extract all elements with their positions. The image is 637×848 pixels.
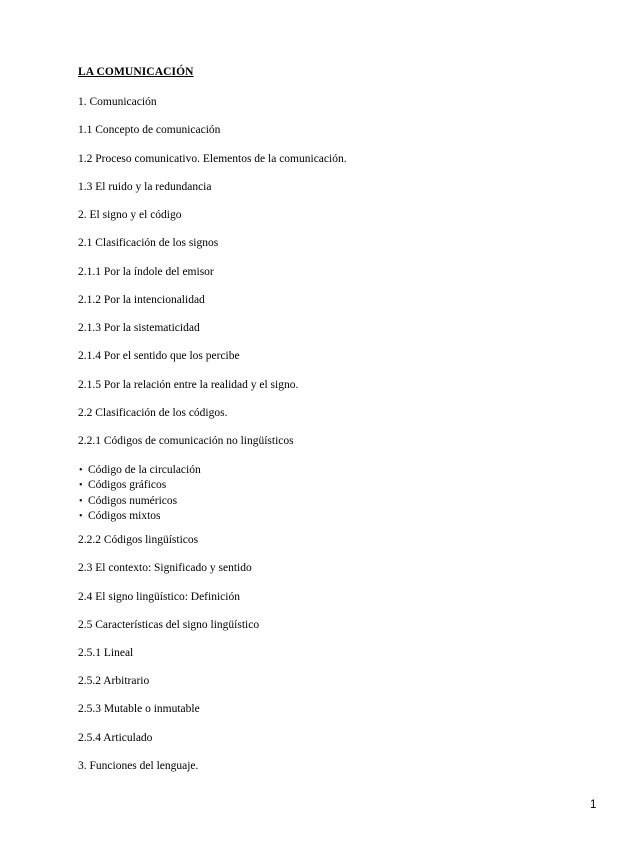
list-item-label: Códigos numéricos [88, 494, 178, 507]
list-item-label: Código de la circulación [88, 464, 201, 476]
outline-item-3: 3. Funciones del lenguaje. [78, 760, 199, 772]
bullet-icon: • [79, 510, 83, 522]
document-title: LA COMUNICACIÓN [78, 66, 194, 78]
outline-item-2-1-5: 2.1.5 Por la relación entre la realidad y el signo. [78, 379, 299, 391]
outline-item-2: 2. El signo y el código [78, 209, 182, 221]
outline-item-2-2: 2.2 Clasificación de los códigos. [78, 407, 228, 419]
outline-item-2-5-1: 2.5.1 Lineal [78, 647, 134, 659]
outline-item-2-5: 2.5 Características del signo lingüístico [78, 619, 260, 631]
outline-item-2-1: 2.1 Clasificación de los signos [78, 237, 219, 249]
outline-item-2-1-2: 2.1.2 Por la intencionalidad [78, 294, 205, 306]
page-number: 1 [590, 799, 597, 811]
list-item [79, 478, 201, 493]
outline-item-1-3: 1.3 El ruido y la redundancia [78, 181, 212, 193]
list-item [79, 509, 201, 524]
list-item-label: Códigos mixtos [88, 509, 161, 522]
outline-item-2-1-1: 2.1.1 Por la índole del emisor [78, 266, 214, 278]
bullet-icon: • [79, 465, 83, 476]
outline-item-2-2-1: 2.2.1 Códigos de comunicación no lingüísticos [78, 435, 294, 447]
outline-item-2-5-2: 2.5.2 Arbitrario [78, 675, 150, 687]
list-item [79, 494, 201, 509]
outline-item-2-5-4: 2.5.4 Articulado [78, 732, 153, 744]
outline-item-2-3: 2.3 El contexto: Significado y sentido [78, 562, 252, 574]
bullet-icon: • [79, 495, 83, 507]
outline-item-2-2-2: 2.2.2 Códigos lingüísticos [78, 534, 199, 546]
list-item [79, 463, 201, 478]
outline-item-2-5-3: 2.5.3 Mutable o inmutable [78, 703, 200, 715]
outline-item-2-1-3: 2.1.3 Por la sistematicidad [78, 322, 200, 334]
list-item-label: Códigos gráficos [88, 479, 167, 492]
outline-item-1-1: 1.1 Concepto de comunicación [78, 124, 221, 136]
outline-item-1: 1. Comunicación [78, 96, 157, 108]
outline-item-2-4: 2.4 El signo lingüístico: Definición [78, 591, 240, 603]
outline-item-2-1-4: 2.1.4 Por el sentido que los percibe [78, 350, 240, 362]
non-linguistic-codes-list [79, 463, 201, 524]
outline-item-1-2: 1.2 Proceso comunicativo. Elementos de la comunicación. [78, 153, 347, 165]
bullet-icon: • [79, 480, 83, 492]
